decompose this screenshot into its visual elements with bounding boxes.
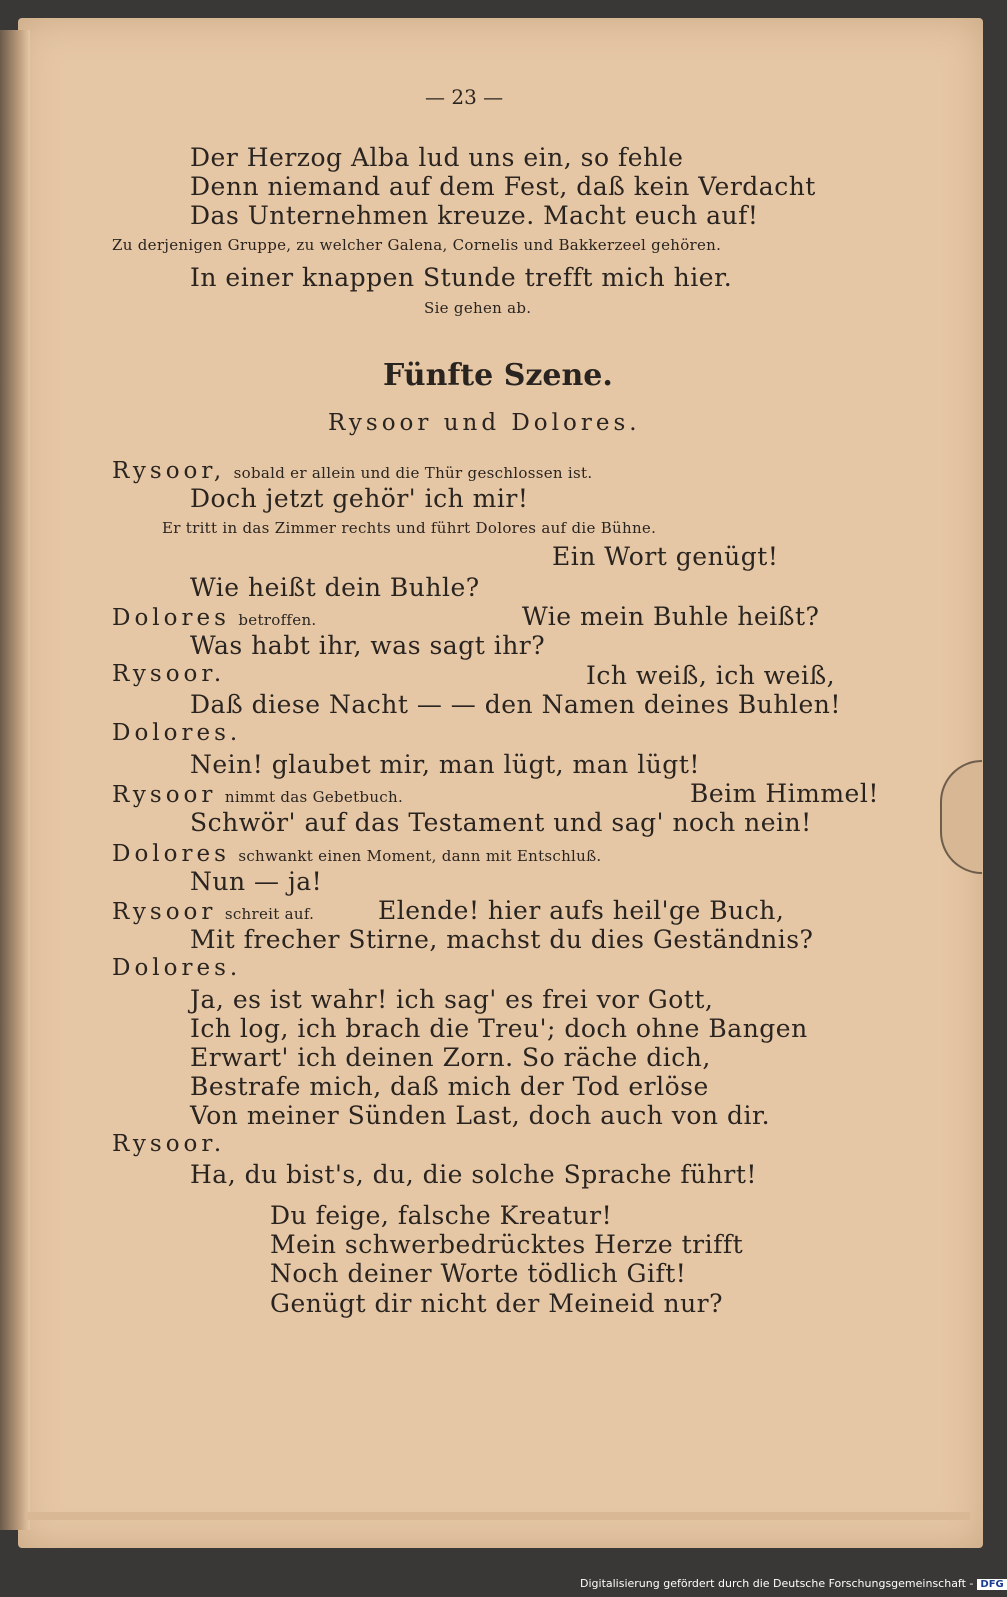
verse-line: Was habt ihr, was sagt ihr? (190, 631, 546, 660)
scene-characters: Rysoor und Dolores. (328, 410, 641, 436)
speaker (112, 455, 592, 484)
stage-direction: Sie gehen ab. (424, 299, 532, 317)
verse-line: Erwart' ich deinen Zorn. So räche dich, (190, 1043, 711, 1072)
verse-line: Daß diese Nacht — — den Namen deines Buhlen! (190, 690, 841, 719)
stage-direction: Er tritt in das Zimmer rechts und führt Dolores auf die Bühne. (162, 519, 657, 537)
verse-line: Nein! glaubet mir, man lügt, man lügt! (190, 750, 700, 779)
verse-line: Ich log, ich brach die Treu'; doch ohne Bangen (190, 1014, 808, 1043)
stage-direction: betroffen. (238, 611, 317, 629)
verse-line: Genügt dir nicht der Meineid nur? (270, 1289, 724, 1318)
speaker-name: Dolores (112, 841, 230, 867)
speaker-name: Rysoor. (112, 661, 226, 687)
verse-line: Noch deiner Worte tödlich Gift! (270, 1259, 687, 1288)
speaker (112, 838, 602, 867)
stage-direction: schwankt einen Moment, dann mit Entschluß. (238, 847, 602, 865)
verse-line: In einer knappen Stunde trefft mich hier. (190, 263, 733, 292)
verse-line: Wie heißt dein Buhle? (190, 573, 480, 602)
verse-line: Ein Wort genügt! (552, 542, 779, 571)
verse-line: Ja, es ist wahr! ich sag' es frei vor Gott, (190, 985, 714, 1014)
verse-line: Der Herzog Alba lud uns ein, so fehle (190, 143, 684, 172)
verse-line: Mein schwerbedrücktes Herze trifft (270, 1230, 744, 1259)
speaker (112, 602, 316, 631)
stage-direction: sobald er allein und die Thür geschlossen ist. (233, 464, 593, 482)
verse-line: Mit frecher Stirne, machst du dies Geständnis? (190, 925, 814, 954)
speaker (112, 896, 314, 925)
stage-direction: schreit auf. (224, 905, 315, 923)
stage-direction: Zu derjenigen Gruppe, zu welcher Galena, Cornelis und Bakkerzeel gehören. (112, 236, 722, 254)
page-edge-left (0, 30, 30, 1530)
verse-line: Schwör' auf das Testament und sag' noch nein! (190, 808, 812, 837)
verse-line: Denn niemand auf dem Fest, daß kein Verdacht (190, 172, 816, 201)
verse-line: Ich weiß, ich weiß, (586, 661, 836, 690)
verse-line: Von meiner Sünden Last, doch auch von dir. (190, 1101, 771, 1130)
speaker (112, 779, 403, 808)
speaker-name: Rysoor. (112, 1131, 226, 1157)
verse-line: Wie mein Buhle heißt? (522, 602, 820, 631)
digitization-footer (580, 1577, 1007, 1590)
verse-line: Du feige, falsche Kreatur! (270, 1201, 613, 1230)
speaker-name: Rysoor (112, 782, 217, 808)
dfg-logo: DFG (977, 1579, 1006, 1590)
verse-line: Ha, du bist's, du, die solche Sprache führt! (190, 1160, 757, 1189)
verse-line: Nun — ja! (190, 867, 323, 896)
verse-line: Beim Himmel! (690, 779, 879, 808)
verse-line: Bestrafe mich, daß mich der Tod erlöse (190, 1072, 709, 1101)
page-edge-bottom (25, 1512, 970, 1520)
speaker-name: Rysoor (112, 899, 217, 925)
speaker-name: Rysoor, (112, 458, 226, 484)
footer-text: Digitalisierung gefördert durch die Deutsche Forschungsgemeinschaft - (580, 1577, 974, 1590)
verse-line: Das Unternehmen kreuze. Macht euch auf! (190, 201, 759, 230)
speaker-name: Dolores. (112, 720, 242, 746)
verse-line: Doch jetzt gehör' ich mir! (190, 484, 529, 513)
stage-direction: nimmt das Gebetbuch. (224, 788, 404, 806)
speaker-name: Dolores (112, 605, 230, 631)
speaker-name: Dolores. (112, 955, 242, 981)
page-number: — 23 — (425, 85, 504, 109)
verse-line: Elende! hier aufs heil'ge Buch, (378, 896, 785, 925)
scene-heading: Fünfte Szene. (383, 358, 613, 393)
